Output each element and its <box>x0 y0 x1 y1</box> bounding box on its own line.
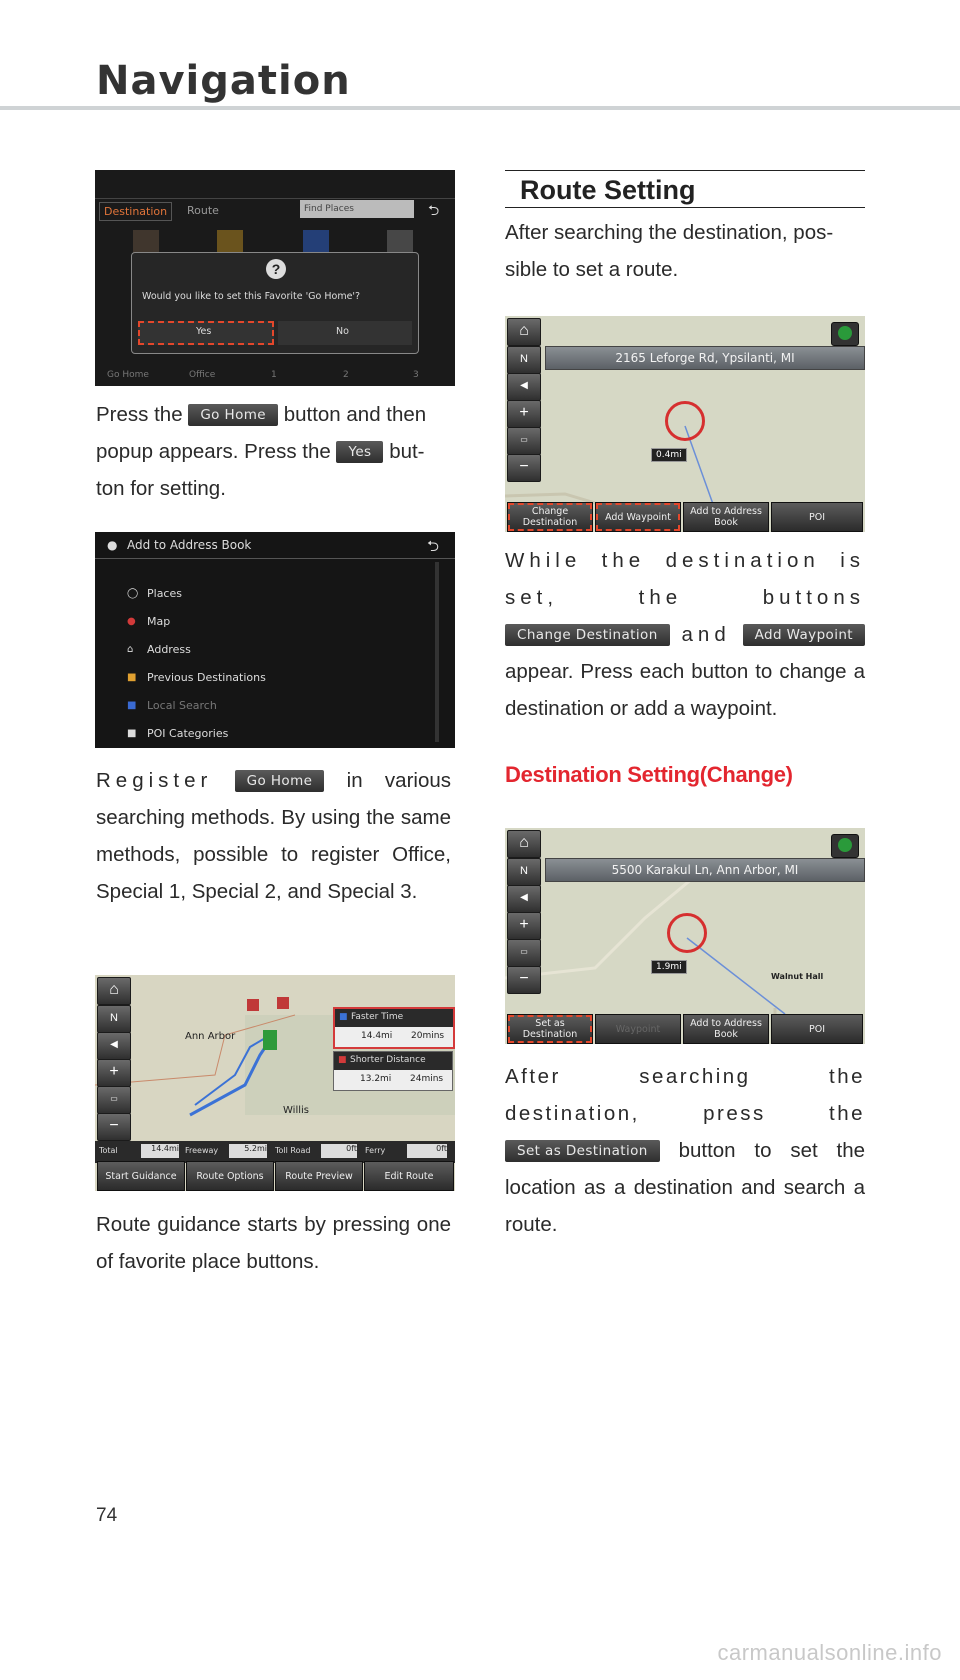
google-icon: ■ <box>127 700 137 711</box>
dialog-message: Would you like to set this Favorite 'Go Home'? <box>142 291 361 302</box>
city-label-willis: Willis <box>283 1105 309 1116</box>
favorite-go-home[interactable]: Go Home <box>107 370 149 380</box>
section-title: Route Setting <box>520 175 696 205</box>
favorite-2[interactable]: 2 <box>343 370 349 380</box>
tab-destination[interactable]: Destination <box>99 202 172 221</box>
inline-set-as-destination-button: Set as Destination <box>505 1140 660 1162</box>
screenshot-address-book <box>95 532 455 748</box>
set-as-destination-button[interactable]: Set as Destination <box>507 1014 593 1044</box>
compass-icon[interactable]: N <box>507 858 541 886</box>
paragraph-intro: After searching the destination, pos-sible to set a route. <box>505 221 834 281</box>
destination-flag-icon <box>263 1030 277 1050</box>
route-option-shorter[interactable]: ■ Shorter Distance 13.2mi 24mins <box>333 1051 453 1091</box>
favorite-1[interactable]: 1 <box>271 370 277 380</box>
paragraph-press-go-home: Press the Go Home button and then popup appears. Press the Yes but-ton for setting. <box>96 403 427 500</box>
list-item-places[interactable]: Places <box>147 587 182 600</box>
dialog-no-button[interactable]: No <box>278 321 412 345</box>
page-number: 74 <box>96 1505 118 1526</box>
inline-go-home-button: Go Home <box>188 404 278 426</box>
volume-icon[interactable]: ◀ <box>507 885 541 913</box>
scale-icon[interactable]: ▭ <box>97 1086 131 1114</box>
route-option-faster[interactable]: ■ Faster Time 14.4mi 20mins <box>333 1007 455 1049</box>
distance-label: 1.9mi <box>651 960 687 974</box>
back-icon[interactable]: ⮌ <box>428 203 440 219</box>
search-icon: ◯ <box>127 588 139 599</box>
address-book-title: Add to Address Book <box>127 538 252 552</box>
scale-icon[interactable]: ▭ <box>507 939 541 967</box>
waypoint-button-disabled: Waypoint <box>595 1014 681 1044</box>
question-icon: ? <box>266 259 286 279</box>
inline-yes-button: Yes <box>336 441 383 463</box>
address-bar: 5500 Karakul Ln, Ann Arbor, MI <box>545 858 865 882</box>
subheading-destination-setting: Destination Setting(Change) <box>505 762 793 787</box>
route-preview-button[interactable]: Route Preview <box>275 1161 363 1191</box>
paragraph-set-as-destination: After searching the destination, press the Set as Destination button to set the location as a destination and search a route. <box>505 1065 865 1236</box>
poi-button[interactable]: POI <box>771 502 863 532</box>
home-icon[interactable]: ⌂ <box>507 318 541 346</box>
location-pin-icon: ● <box>107 538 118 552</box>
city-label-ann-arbor: Ann Arbor <box>185 1031 236 1042</box>
scale-icon[interactable]: ▭ <box>507 427 541 455</box>
volume-icon[interactable]: ◀ <box>97 1032 131 1060</box>
zoom-in-icon[interactable]: + <box>507 912 541 940</box>
confirm-dialog <box>131 252 419 354</box>
search-input[interactable]: Find Places <box>300 200 414 218</box>
home-icon: ⌂ <box>127 644 134 655</box>
edit-route-button[interactable]: Edit Route <box>364 1161 454 1191</box>
add-to-address-book-button[interactable]: Add to Address Book <box>683 502 769 532</box>
screenshot-destination-change <box>505 828 865 1044</box>
page-title: Navigation <box>96 58 351 104</box>
header-divider <box>0 106 960 110</box>
screenshot-favorite-dialog <box>95 170 455 386</box>
address-bar: 2165 Leforge Rd, Ypsilanti, MI <box>545 346 865 370</box>
poi-marker-icon <box>247 999 259 1011</box>
route-options-button[interactable]: Route Options <box>186 1161 274 1191</box>
list-item-map[interactable]: Map <box>147 615 171 628</box>
stat-value: 0ft <box>321 1144 357 1158</box>
list-item-poi-categories[interactable]: POI Categories <box>147 727 229 740</box>
screenshot-route-options <box>95 975 455 1191</box>
paragraph-register: Register Go Home in various searching methods. By using the same methods, possible to register Office, Special 1, Special 2, and Special 3. <box>96 769 451 903</box>
zoom-out-icon[interactable]: − <box>97 1113 131 1141</box>
stat-label: Toll Road <box>275 1146 311 1155</box>
zoom-in-icon[interactable]: + <box>507 400 541 428</box>
start-guidance-button[interactable]: Start Guidance <box>97 1161 185 1191</box>
list-item-previous-destinations[interactable]: Previous Destinations <box>147 671 266 684</box>
inline-change-destination-button: Change Destination <box>505 624 670 646</box>
stat-label: Ferry <box>365 1146 386 1155</box>
screenshot-route-setting <box>505 316 865 532</box>
compass-icon[interactable]: N <box>507 346 541 374</box>
stat-value: 5.2mi <box>229 1144 267 1158</box>
gps-icon[interactable] <box>831 834 859 858</box>
destination-cursor-icon <box>667 913 707 953</box>
distance-label: 0.4mi <box>651 448 687 462</box>
home-icon[interactable]: ⌂ <box>507 830 541 858</box>
home-icon[interactable]: ⌂ <box>97 977 131 1005</box>
stat-value: 0ft <box>407 1144 447 1158</box>
favorite-office[interactable]: Office <box>189 370 216 380</box>
favorite-3[interactable]: 3 <box>413 370 419 380</box>
change-destination-button[interactable]: Change Destination <box>507 502 593 532</box>
gps-icon[interactable] <box>831 322 859 346</box>
zoom-out-icon[interactable]: − <box>507 966 541 994</box>
back-icon[interactable]: ⮌ <box>427 537 440 555</box>
list-item-local-search[interactable]: Local Search <box>147 699 217 712</box>
compass-icon[interactable]: N <box>97 1005 131 1033</box>
poi-button[interactable]: POI <box>771 1014 863 1044</box>
stat-value: 14.4mi <box>141 1144 179 1158</box>
destination-cursor-icon <box>665 401 705 441</box>
paragraph-buttons-appear: While the destination is set, the buttons Change Destination and Add Waypoint appear. Press each button to change a destination or add a waypoint. <box>505 549 865 720</box>
place-label: Walnut Hall <box>771 972 824 981</box>
dialog-yes-button[interactable]: Yes <box>138 321 274 345</box>
zoom-in-icon[interactable]: + <box>97 1059 131 1087</box>
folder-icon: ■ <box>127 672 137 683</box>
inline-go-home-button: Go Home <box>235 770 325 792</box>
stat-label: Freeway <box>185 1146 219 1155</box>
paragraph-route-guidance: Route guidance starts by pressing one of favorite place buttons. <box>96 1213 451 1273</box>
zoom-out-icon[interactable]: − <box>507 454 541 482</box>
poi-icon: ■ <box>127 728 137 739</box>
inline-add-waypoint-button: Add Waypoint <box>743 624 865 646</box>
add-waypoint-button[interactable]: Add Waypoint <box>595 502 681 532</box>
volume-icon[interactable]: ◀ <box>507 373 541 401</box>
map-icon: ● <box>127 616 136 627</box>
stat-label: Total <box>99 1146 118 1155</box>
list-item-address[interactable]: Address <box>147 643 191 656</box>
watermark: carmanualsonline.info <box>717 1640 942 1665</box>
poi-marker-icon <box>277 997 289 1009</box>
add-to-address-book-button[interactable]: Add to Address Book <box>683 1014 769 1044</box>
tab-route[interactable]: Route <box>187 204 219 217</box>
